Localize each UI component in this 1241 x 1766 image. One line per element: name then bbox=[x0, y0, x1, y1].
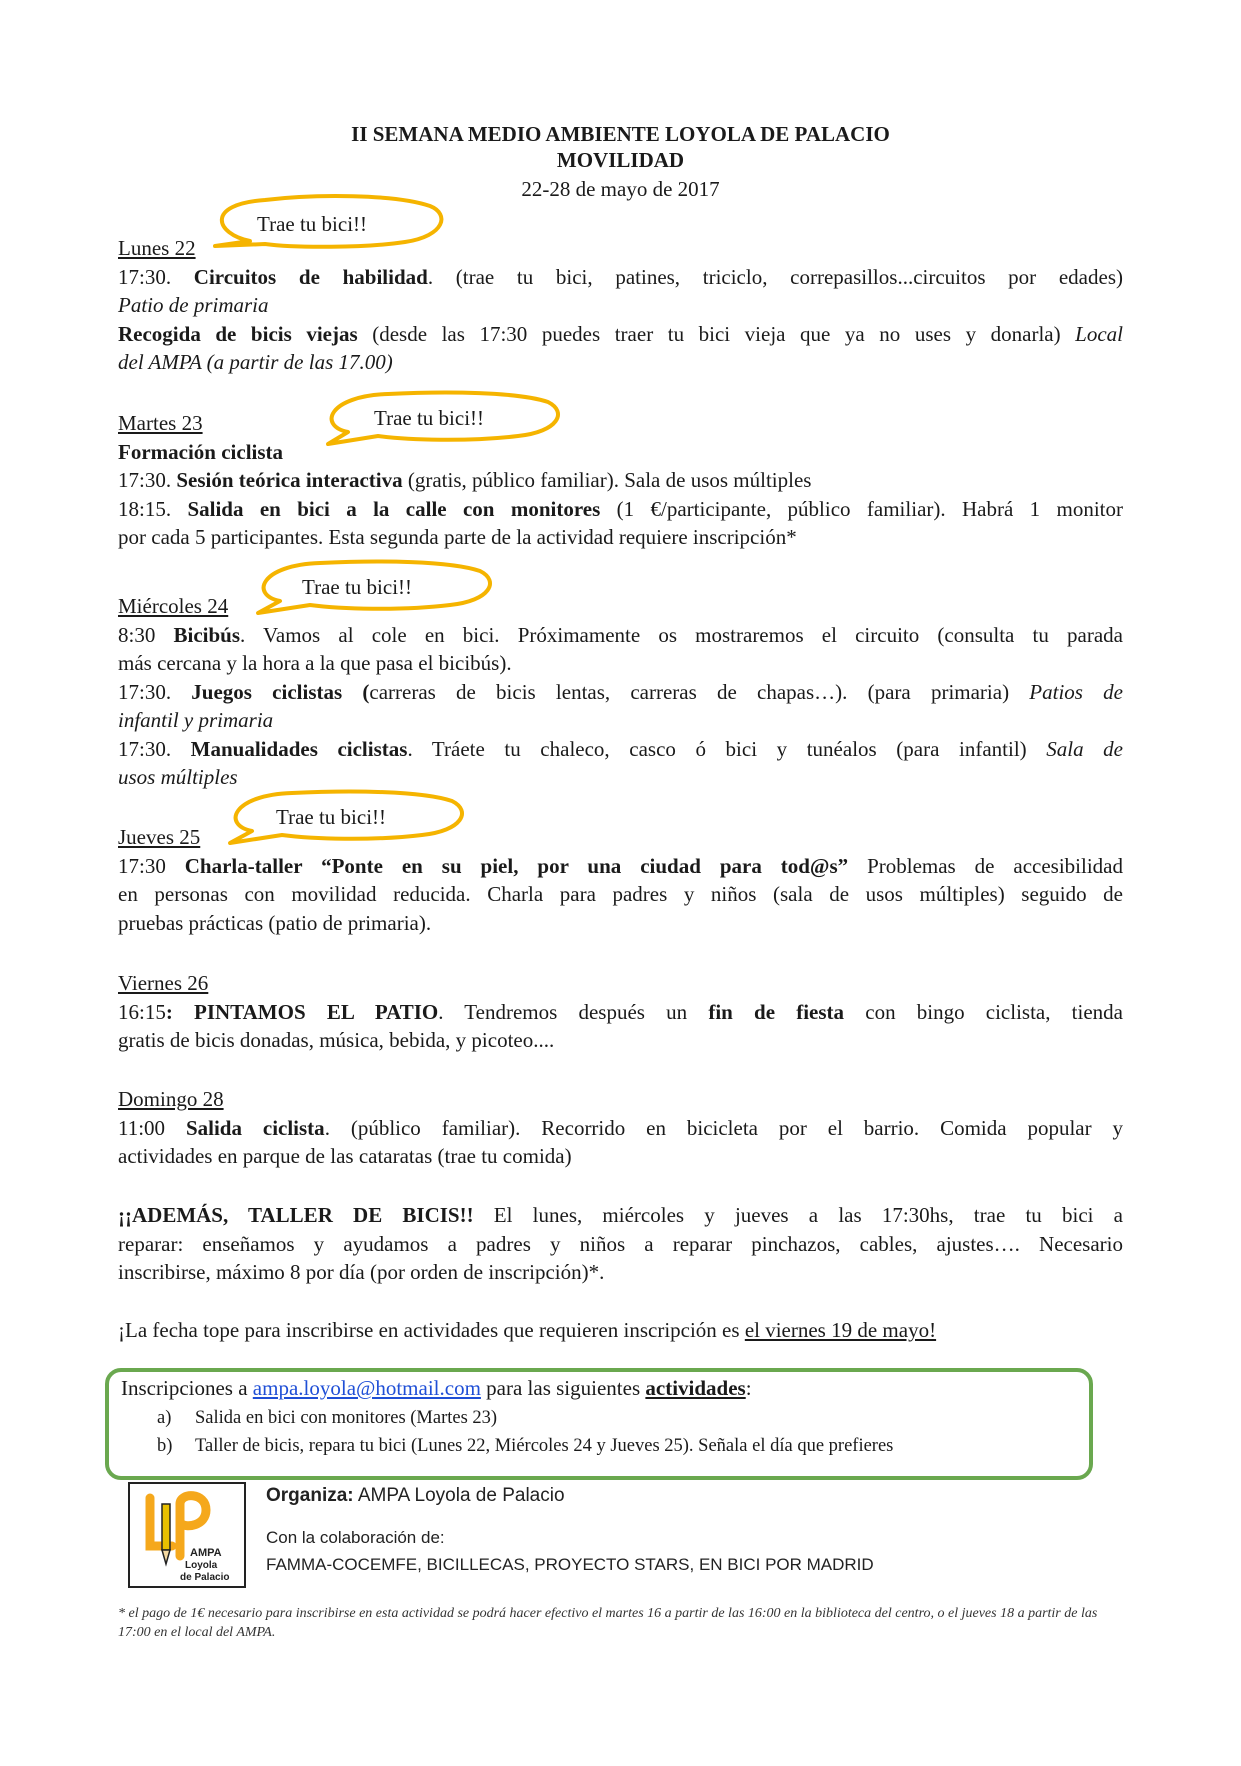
bubble-text: Trae tu bici!! bbox=[276, 805, 387, 829]
section-wednesday bbox=[118, 592, 1123, 792]
collaborators-list: FAMMA-COCEMFE, BICILLECAS, PROYECTO STARS, EN BICI POR MADRID bbox=[266, 1555, 874, 1574]
registration-heading: Inscripciones a ampa.loyola@hotmail.com para las siguientes actividades: bbox=[121, 1376, 752, 1400]
activity-line: 8:30 Bicibús. Vamos al cole en bici. Próximamente os mostraremos el circuito (consulta tu parada bbox=[118, 622, 1123, 647]
event-subtitle: MOVILIDAD bbox=[556, 148, 685, 172]
activity-location: infantil y primaria bbox=[118, 708, 274, 732]
activity-line: 17:30 Charla-taller “Ponte en su piel, por una ciudad para tod@s” Problemas de accesibilidad bbox=[118, 853, 1124, 878]
bubble-text: Trae tu bici!! bbox=[257, 212, 368, 236]
logo-text: Loyola bbox=[185, 1560, 218, 1571]
day-heading: Domingo 28 bbox=[118, 1087, 224, 1111]
activity-location: del AMPA (a partir de las 17.00) bbox=[118, 350, 393, 374]
activity-line: en personas con movilidad reducida. Charla para padres y niños (sala de usos múltiples) seguido de bbox=[118, 882, 1123, 906]
list-item: a) bbox=[157, 1408, 172, 1428]
section-monday bbox=[118, 234, 1123, 377]
activity-line: 16:15: PINTAMOS EL PATIO. Tendremos después un fin de fiesta con bingo ciclista, tienda bbox=[118, 999, 1123, 1024]
activity-line: más cercana y la hora a la que pasa el bicibús). bbox=[118, 651, 512, 675]
workshop-line: reparar: enseñamos y ayudamos a padres y niños a reparar pinchazos, cables, ajustes…. Necesario bbox=[118, 1231, 1123, 1256]
email-link[interactable]: ampa.loyola@hotmail.com bbox=[252, 1376, 481, 1400]
activity-line: 18:15. Salida en bici a la calle con monitores (1 €/participante, público familiar). Habrá 1 monitor bbox=[118, 496, 1124, 521]
activity-line: 17:30. Juegos ciclistas (carreras de bicis lentas, carreras de chapas…). (para primaria) Patios de bbox=[118, 679, 1123, 704]
ampa-logo-icon bbox=[130, 1484, 244, 1586]
activity-line: pruebas prácticas (patio de primaria). bbox=[118, 910, 432, 935]
section-thursday bbox=[118, 823, 1123, 937]
ampa-logo bbox=[128, 1482, 246, 1588]
collaboration-label: Con la colaboración de: bbox=[266, 1528, 445, 1547]
section-sunday bbox=[118, 1085, 1123, 1171]
activity-location: Patio de primaria bbox=[118, 293, 269, 317]
logo-text: de Palacio bbox=[180, 1572, 230, 1583]
activity-line: 17:30. Circuitos de habilidad. (trae tu bici, patines, triciclo, correpasillos...circuitos por edades) bbox=[118, 264, 1123, 289]
activity-line: por cada 5 participantes. Esta segunda parte de la actividad requiere inscripción* bbox=[118, 525, 797, 549]
list-item-text: Salida en bici con monitores (Martes 23) bbox=[195, 1408, 498, 1428]
activity-location: usos múltiples bbox=[118, 765, 238, 789]
registration-box bbox=[105, 1368, 1093, 1480]
day-heading: Jueves 25 bbox=[118, 825, 201, 849]
day-heading: Miércoles 24 bbox=[118, 594, 229, 618]
deadline-notice: ¡La fecha tope para inscribirse en actividades que requieren inscripción es el viernes 19 de mayo! bbox=[118, 1318, 937, 1342]
section-workshop bbox=[118, 1201, 1123, 1287]
bubble-text: Trae tu bici!! bbox=[374, 406, 485, 430]
section-subheading: Formación ciclista bbox=[118, 439, 284, 464]
list-item: b) bbox=[157, 1436, 173, 1456]
activity-line: actividades en parque de las cataratas (trae tu comida) bbox=[118, 1144, 572, 1168]
workshop-line: inscribirse, máximo 8 por día (por orden de inscripción)*. bbox=[118, 1260, 605, 1284]
section-friday bbox=[118, 969, 1123, 1055]
activity-line: 17:30. Manualidades ciclistas. Tráete tu chaleco, casco ó bici y tunéalos (para infantil) Sala de bbox=[118, 736, 1123, 761]
organizer-line: Organiza: AMPA Loyola de Palacio bbox=[266, 1485, 565, 1506]
event-dates: 22-28 de mayo de 2017 bbox=[521, 177, 720, 201]
day-heading: Martes 23 bbox=[118, 411, 203, 435]
day-heading: Viernes 26 bbox=[118, 971, 209, 995]
logo-text: AMPA bbox=[190, 1547, 222, 1559]
section-tuesday bbox=[118, 409, 1123, 552]
event-title: II SEMANA MEDIO AMBIENTE LOYOLA DE PALACIO bbox=[351, 122, 890, 146]
list-item-text: Taller de bicis, repara tu bici (Lunes 22, Miércoles 24 y Jueves 25). Señala el día que prefieres bbox=[195, 1436, 894, 1456]
activity-line: Recogida de bicis viejas (desde las 17:30 puedes traer tu bici vieja que ya no uses y donarla) Local bbox=[118, 321, 1123, 346]
day-heading: Lunes 22 bbox=[118, 236, 196, 260]
activity-line: 11:00 Salida ciclista. (público familiar). Recorrido en bicicleta por el barrio. Comida popular y bbox=[118, 1115, 1123, 1140]
bubble-text: Trae tu bici!! bbox=[302, 575, 413, 599]
workshop-line: ¡¡ADEMÁS, TALLER DE BICIS!! El lunes, miércoles y jueves a las 17:30hs, trae tu bici a bbox=[118, 1203, 1123, 1227]
activity-line: 17:30. Sesión teórica interactiva (gratis, público familiar). Sala de usos múltiples bbox=[118, 468, 812, 492]
activity-line: gratis de bicis donadas, música, bebida, y picoteo.... bbox=[118, 1028, 555, 1052]
footnote: * el pago de 1€ necesario para inscribirse en esta actividad se podrá hacer efectivo el martes 16 a partir de las 16:00 en la biblioteca del centro, o el jueves 18 a partir de las 17:00 en el local del AMPA. bbox=[118, 1606, 1098, 1640]
